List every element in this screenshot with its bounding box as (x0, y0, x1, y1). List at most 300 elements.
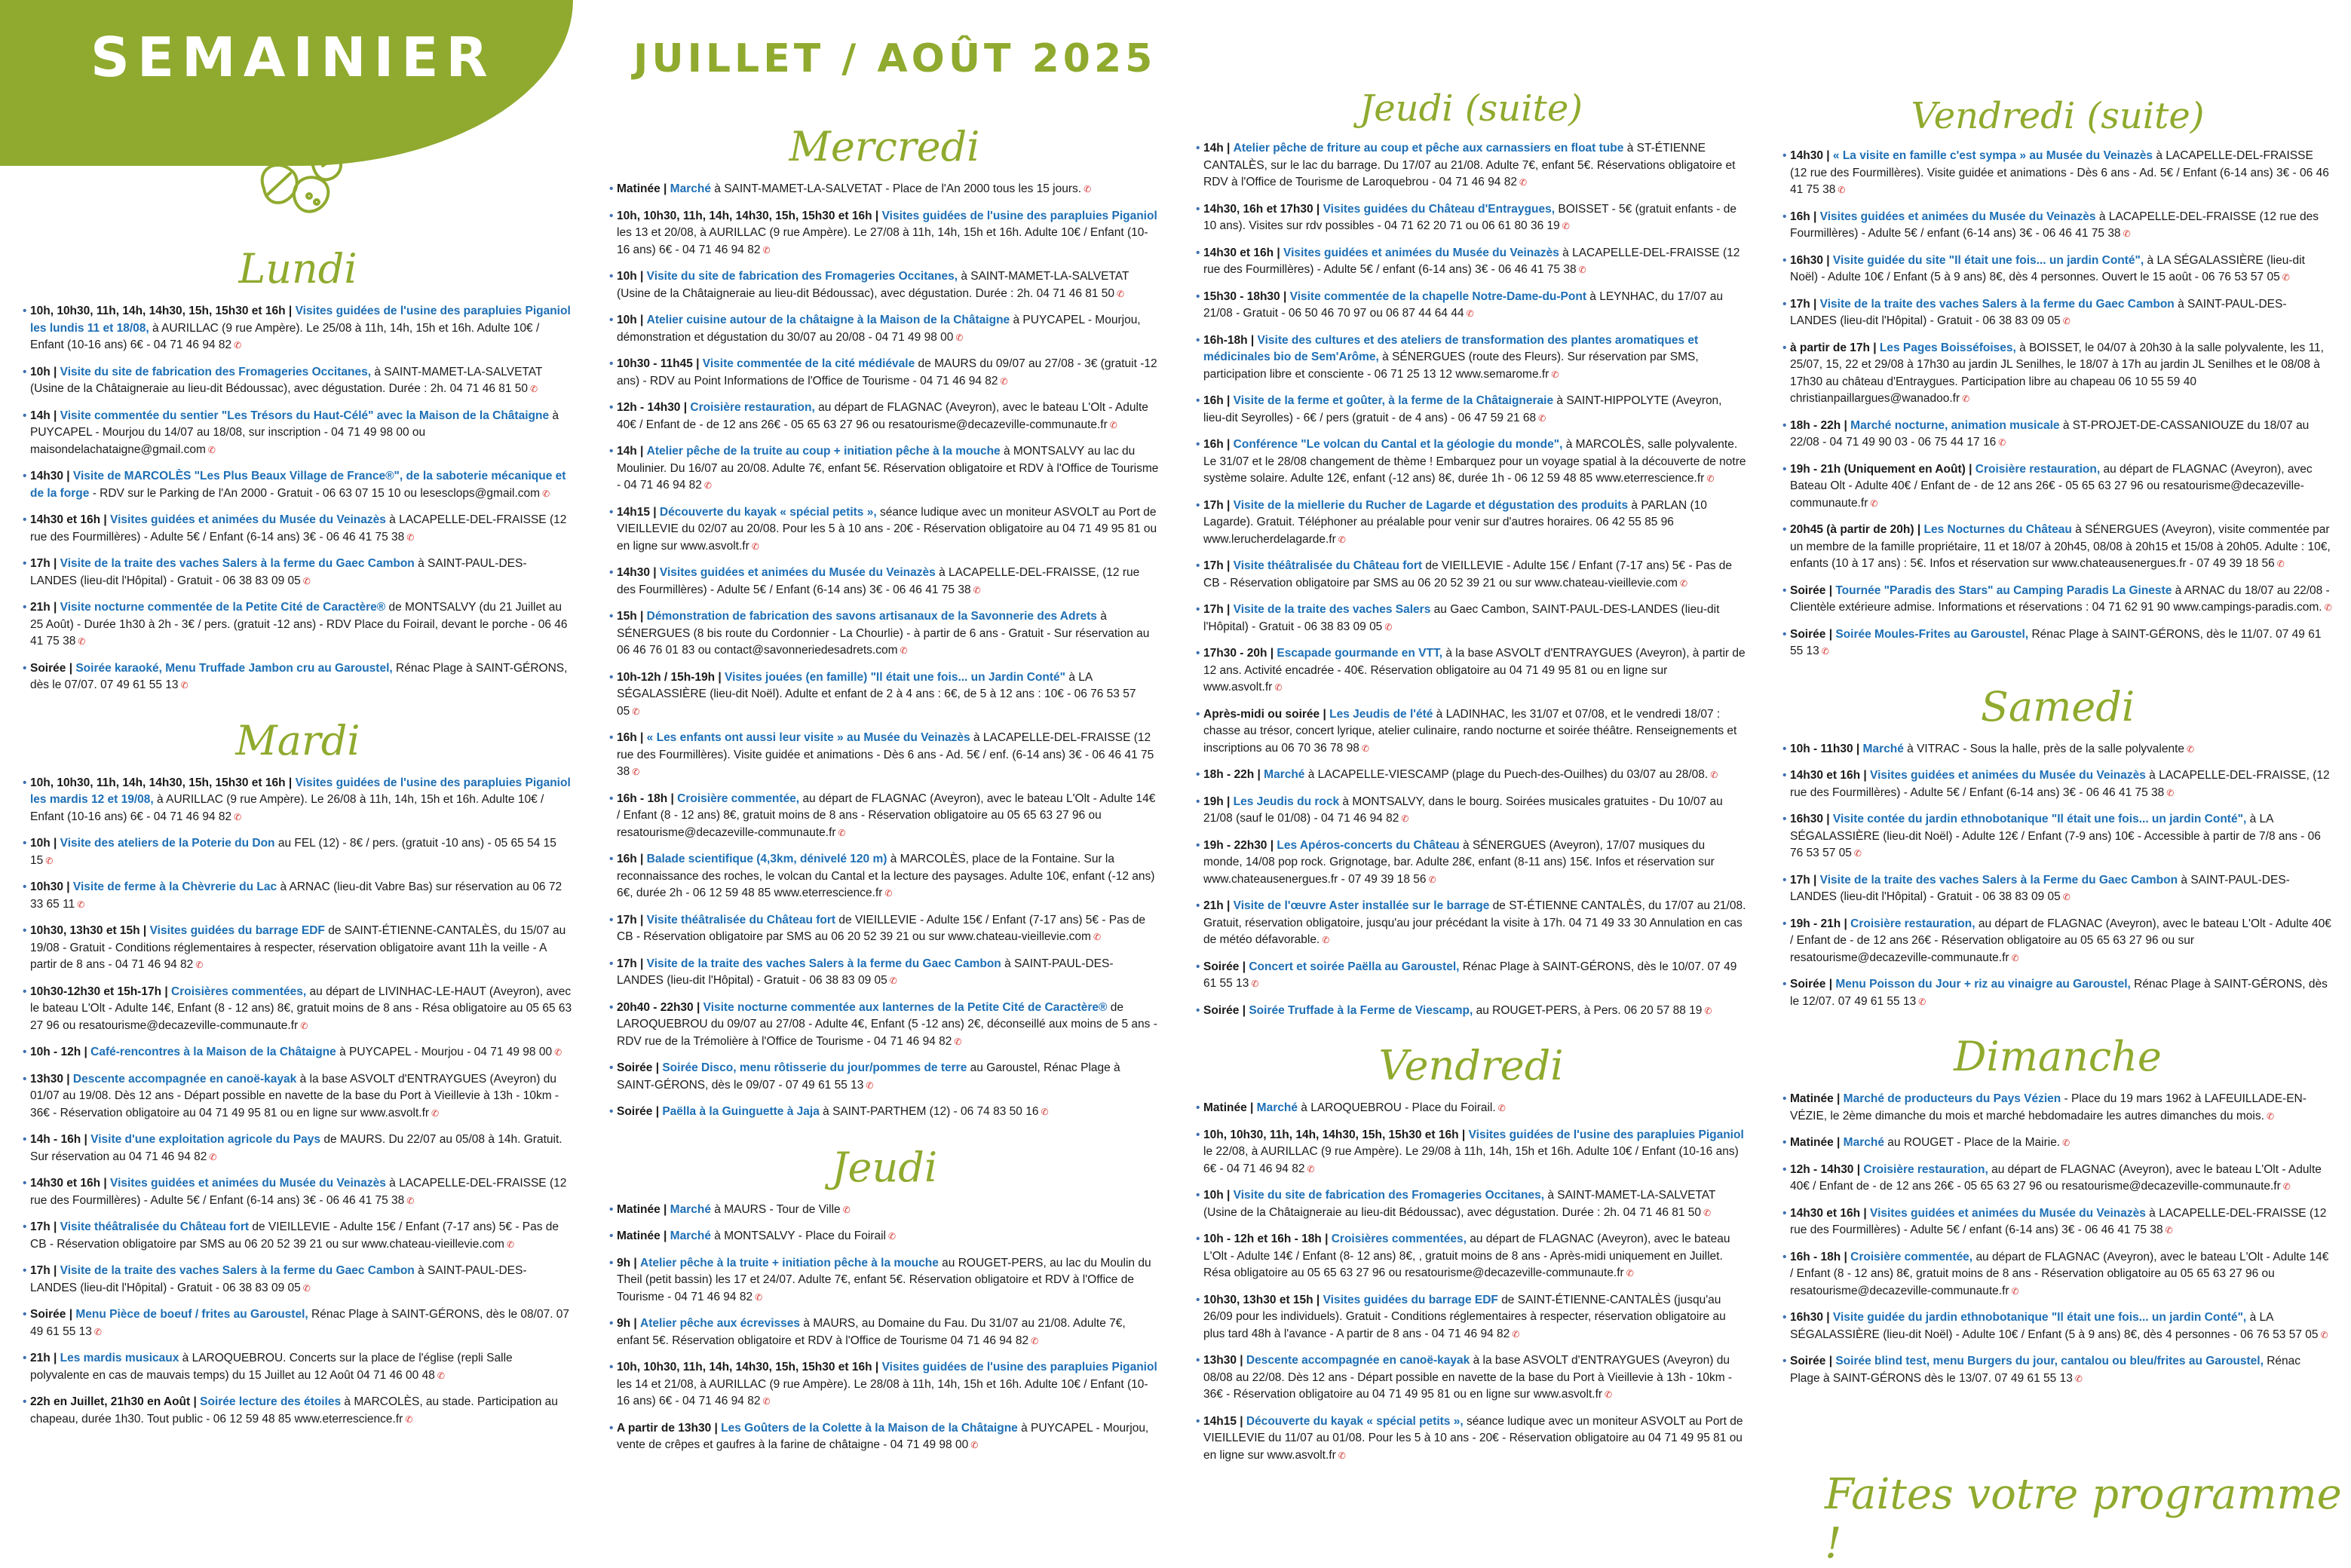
event-time: 16h - 18h | (617, 792, 674, 805)
event-title[interactable]: Visites guidées et animées du Musée du Veinazès (110, 513, 386, 526)
bullet-icon: • (23, 1352, 27, 1364)
event-details: à SAINT-MAMET-LA-SALVETAT (Usine de la Châtaigneraie au lieu-dit Bédoussac), avec dégustation. Durée : 2h. 04 71 46 81 50 (1203, 1189, 1716, 1219)
event-item (609, 400, 1160, 433)
phone-icon: ✆ (406, 531, 415, 543)
event-details: à PUYCAPEL - Mourjou, vente de crêpes et gaufres à la farine de châtaigne - 04 71 49 98 00 (617, 1421, 1149, 1451)
event-title[interactable]: Visite du site de fabrication des Fromageries Occitanes, (60, 365, 372, 378)
event-title[interactable]: Visites guidées de l'usine des parapluies Piganiol les lundis 11 et 18/08, (30, 305, 571, 335)
event-details: au ROUGET-PERS, à Pers. 06 20 57 88 19 (1476, 1003, 1703, 1017)
phone-icon: ✆ (300, 1020, 308, 1031)
event-title[interactable]: Visite d'une exploitation agricole du Pays (90, 1133, 321, 1146)
event-item (23, 468, 573, 502)
event-item (1782, 1205, 2333, 1239)
bullet-icon: • (23, 601, 27, 614)
event-details: de SAINT-ÉTIENNE-CANTALÈS (jusqu'au 26/09 pour les individuels). Gratuit - Conditions réglementaires à respecter, réservation obligatoire au plus tard 48h à l'avance - A partir de 8 ans - 04 71 46 94 82 (1203, 1293, 1726, 1340)
event-time: 20h40 - 22h30 | (617, 1000, 700, 1014)
event-details: de SAINT-ÉTIENNE-CANTALÈS, du 15/07 au 19/08 - Gratuit - Conditions réglementaires à respecter, réservation obligatoire avant 11h la veille - A partir de 8 ans - 04 71 46 94 82 (30, 924, 566, 971)
event-title[interactable]: Atelier pêche à la truite + initiation pêche à la mouche (640, 1256, 939, 1269)
event-details: à LA SÉGALASSIÈRE (lieu-dit Noël). Adulte et enfant de 2 à 4 ans : 6€, de 5 à 12 ans : 10€ - 06 76 53 57 05 (617, 670, 1136, 718)
event-item (1782, 209, 2333, 243)
event-title[interactable]: Visites guidées et animées du Musée du Veinazès (1870, 769, 2146, 782)
event-item (1196, 767, 1746, 784)
bullet-icon: • (1196, 559, 1200, 572)
event-time: 15h30 - 18h30 | (1203, 289, 1287, 303)
event-details: à LACAPELLE-VIESCAMP (plage du Puech-des-Ouilhes) du 03/07 au 28/08. (1307, 768, 1709, 781)
event-title[interactable]: Soirée Moules-Frites au Garoustel, (1835, 627, 2029, 641)
event-item (1196, 1003, 1746, 1020)
bullet-icon: • (1782, 341, 1787, 354)
event-title[interactable]: Descente accompagnée en canoë-kayak (72, 1072, 297, 1086)
day-heading: Jeudi (suite) (1359, 87, 1583, 130)
bullet-icon: • (1196, 1003, 1200, 1017)
bullet-icon: • (1196, 1233, 1200, 1245)
event-title[interactable]: Visites jouées (en famille) "Il était une fois... un Jardin Conté" (725, 670, 1065, 684)
event-title[interactable]: Visites guidées du barrage EDF (149, 924, 325, 937)
event-item (23, 408, 573, 459)
event-time: 14h15 | (1203, 1414, 1243, 1428)
event-time: 10h30, 13h30 et 15h | (30, 924, 147, 937)
event-item (1196, 1231, 1746, 1282)
event-item (1782, 340, 2333, 408)
phone-icon: ✆ (762, 244, 771, 256)
event-item (609, 268, 1160, 302)
event-time: Soirée | (1790, 978, 1833, 991)
event-item (23, 1219, 573, 1253)
bullet-icon: • (609, 270, 614, 283)
event-title[interactable]: Visite de ferme à la Chèvrerie du Lac (72, 880, 277, 893)
event-title[interactable]: Menu Poisson du Jour + riz au vinaigre au Garoustel, (1835, 978, 2131, 991)
event-time: 14h30 | (30, 470, 70, 482)
phone-icon: ✆ (755, 1291, 763, 1303)
event-title[interactable]: Visite du site de fabrication des Fromageries Occitanes, (646, 270, 958, 283)
event-title[interactable]: Croisières commentées, (1331, 1233, 1467, 1245)
phone-icon: ✆ (2324, 602, 2332, 613)
event-time: Soirée | (1790, 1355, 1833, 1367)
phone-icon: ✆ (1838, 185, 1846, 195)
event-title[interactable]: Atelier cuisine autour de la châtaigne à la Maison de la Châtaigne (646, 314, 1010, 326)
event-item (23, 1350, 573, 1384)
phone-icon: ✆ (954, 1036, 962, 1047)
event-title[interactable]: Visite nocturne commentée aux lanternes de la Petite Cité de Caractère® (703, 1000, 1108, 1014)
phone-icon: ✆ (1519, 177, 1528, 188)
event-item (1782, 741, 2333, 758)
event-item (609, 356, 1160, 390)
event-time: 10h, 10h30, 11h, 14h, 14h30, 15h, 15h30 et 16h | (617, 1361, 879, 1374)
event-title[interactable]: Soirée lecture des étoiles (200, 1395, 342, 1408)
event-item (23, 1044, 573, 1061)
event-title[interactable]: Soirée Truffade à la Ferme de Viescamp, (1249, 1003, 1473, 1017)
event-time: 13h30 | (30, 1072, 70, 1086)
event-title[interactable]: Croisière restauration, (1975, 462, 2101, 476)
event-item (609, 1104, 1160, 1121)
event-title[interactable]: Marché (1843, 1136, 1884, 1149)
phone-icon: ✆ (1084, 184, 1092, 194)
event-item (609, 208, 1160, 259)
event-title[interactable]: Croisière restauration, (1863, 1162, 1988, 1176)
phone-icon: ✆ (1041, 1107, 1049, 1117)
event-details: au départ de FLAGNAC (Aveyron), avec le bateau L'Olt - Adulte 14€ / Enfant (8- 12 ans) 8€, , gratuit moins de 8 ans - Après-midi uniquement en Juillet. Résa obligatoire au 05 65 63 27 96 ou resatourisme@decazeville-communaute.fr (1203, 1233, 1730, 1279)
event-time: Matinée | (617, 1202, 667, 1216)
bullet-icon: • (23, 1220, 27, 1233)
event-title[interactable]: Menu Pièce de boeuf / frites au Garoustel, (75, 1308, 308, 1321)
phone-icon: ✆ (866, 1080, 874, 1091)
event-details: à MARCOLÈS, au stade. Participation au chapeau, durée 1h30. Tout public - 06 12 59 48 85 www.eterrescience.fr (30, 1395, 558, 1426)
event-item (23, 364, 573, 398)
event-title[interactable]: Les Jeudis de l'été (1329, 707, 1433, 721)
event-title[interactable]: Les Goûters de la Colette à la Maison de la Châtaigne (721, 1421, 1018, 1435)
phone-icon: ✆ (1401, 813, 1409, 824)
column-4 (1782, 95, 2333, 1397)
event-details: les 14 et 21/08, à AURILLAC (9 rue Ampère). Le 28/08 à 11h, 14h, 15h et 16h. Adulte 10€ / Enfant (10-16 ans) 6€ - 04 71 46 94 82 (617, 1377, 1148, 1407)
event-title[interactable]: Croisière restauration, (690, 401, 815, 414)
event-title[interactable]: Démonstration de fabrication des savons artisanaux de la Savonnerie des Adrets (646, 610, 1097, 623)
event-title[interactable]: Les Nocturnes du Château (1923, 523, 2072, 536)
phone-icon: ✆ (1307, 1163, 1315, 1174)
event-title[interactable]: Visite guidée du jardin ethnobotanique "Il était une fois... un jardin Conté", (1832, 1311, 2247, 1324)
event-time: 17h | (617, 957, 644, 970)
event-item (23, 984, 573, 1035)
event-item (1196, 602, 1746, 635)
bullet-icon: • (609, 445, 614, 458)
phone-icon: ✆ (2062, 316, 2071, 326)
event-details: au départ de FLAGNAC (Aveyron), avec le bateau L'Olt - Adulte 40€ / Enfant de - de 12 ans 26€ - 05 65 63 27 96 ou resatourisme@decazeville-communaute.fr (617, 401, 1148, 431)
event-title[interactable]: Paëlla à la Guinguette à Jaja (662, 1105, 820, 1118)
phone-icon: ✆ (406, 1195, 415, 1206)
event-title[interactable]: Visite de l'œuvre Aster installée sur le barrage (1233, 899, 1490, 912)
event-title[interactable]: Tournée "Paradis des Stars" au Camping Paradis La Gineste (1835, 583, 2172, 597)
event-title[interactable]: Balade scientifique (4,3km, dénivelé 120 m) (646, 853, 887, 865)
event-time: 14h30 et 16h | (1203, 246, 1280, 259)
event-time: 10h - 11h30 | (1790, 742, 1860, 755)
event-item (609, 1228, 1160, 1245)
event-time: 14h30, 16h et 17h30 | (1203, 202, 1320, 216)
event-time: Soirée | (617, 1105, 660, 1118)
event-details: au départ de FLAGNAC (Aveyron), avec Bateau Olt - Adulte 40€ / Enfant de - de 12 ans 26€ - 05 65 63 27 96 ou resatourisme@decazeville-communaute.fr (1790, 462, 2313, 510)
event-title[interactable]: Visite de la traite des vaches Salers à la ferme du Gaec Cambon (646, 957, 1001, 970)
event-time: 17h | (1790, 873, 1817, 887)
event-title[interactable]: Concert et soirée Paëlla au Garoustel, (1249, 960, 1460, 973)
phone-icon: ✆ (1338, 534, 1346, 545)
event-title[interactable]: Marché (1862, 742, 1904, 755)
event-title[interactable]: Atelier pêche de la truite au coup + initiation pêche à la mouche (646, 445, 1001, 458)
event-title[interactable]: Marché (1256, 1101, 1298, 1114)
event-title[interactable]: Les Pages Boisséfoises, (1879, 341, 2016, 354)
event-title[interactable]: Visite de la traite des vaches Salers à la ferme du Gaec Cambon (60, 557, 415, 570)
event-details: à MARCOLÈS, place de la Fontaine. Sur la reconnaissance des roches, le volcan du Cantal et la lecture des paysages. Adulte 10€, enfant (-12 ans) 6€, durée 2h - 06 12 59 48 85 www.eterrescience.fr (617, 853, 1155, 899)
event-title[interactable]: Visite des ateliers de la Poterie du Don (60, 837, 275, 850)
event-title[interactable]: Atelier pêche aux écrevisses (640, 1317, 801, 1330)
event-time: 14h | (617, 445, 644, 458)
event-title[interactable]: Conférence "Le volcan du Cantal et la géologie du monde", (1233, 438, 1563, 451)
event-details: à la base ASVOLT d'ENTRAYGUES (Aveyron) du 01/07 au 19/08. Dès 12 ans - Départ possible en navette de la base du Port à Vieillevie à 13h - 10km - 36€ - Réservation obligatoire au 04 71 49 95 81 ou en ligne sur www.asvolt.fr (30, 1072, 559, 1119)
event-title[interactable]: Visite de MARCOLÈS "Les Plus Beaux Village de France®", de la saboterie mécanique et de la forge (30, 470, 566, 500)
event-title[interactable]: Visites guidées et animées du Musée du Veinazès (1819, 210, 2096, 223)
event-details: au départ de FLAGNAC (Aveyron), avec le bateau L'Olt - Adulte 40€ / Enfant de - de 12 ans 26€ - 05 65 63 27 96 ou resatourisme@decazeville-communaute.fr (1790, 1162, 2322, 1193)
event-title[interactable]: Visite du site de fabrication des Fromageries Occitanes, (1233, 1189, 1545, 1202)
event-item (1782, 148, 2333, 199)
event-time: 10h - 12h et 16h - 18h | (1203, 1233, 1329, 1245)
event-title[interactable]: Visites guidées de l'usine des parapluies Piganiol (881, 209, 1157, 222)
event-item (609, 312, 1160, 346)
event-time: 14h | (30, 409, 57, 422)
bullet-icon: • (23, 365, 27, 378)
event-item (1782, 583, 2333, 617)
bullet-icon: • (1196, 202, 1200, 216)
bullet-icon: • (1782, 583, 1787, 597)
phone-icon: ✆ (973, 584, 981, 596)
event-details: à ST-PROJET-DE-CASSANIOUZE du 18/07 au 22/08 - 04 71 49 90 03 - 06 75 44 17 16 (1790, 418, 2310, 449)
day-heading: Lundi (238, 245, 357, 292)
event-title[interactable]: Descente accompagnée en canoë-kayak (1246, 1354, 1470, 1367)
event-item (609, 1359, 1160, 1410)
event-details: à SAINT-PARTHEM (12) - 06 74 83 50 16 (823, 1105, 1039, 1118)
event-details: Rénac Plage à SAINT-GÉRONS, dès le 10/07. 07 49 61 55 13 (1203, 960, 1737, 990)
event-title[interactable]: Visite théâtralisée du Château fort (1233, 559, 1423, 572)
event-title[interactable]: Visite de la traite des vaches Salers à la ferme du Gaec Cambon (60, 1264, 415, 1277)
bullet-icon: • (23, 776, 27, 789)
bullet-icon: • (1196, 768, 1200, 781)
event-title[interactable]: Visite commentée de la chapelle Notre-Dame-du-Pont (1289, 289, 1586, 303)
phone-icon: ✆ (1853, 848, 1862, 859)
event-item (1196, 1352, 1746, 1404)
event-title[interactable]: Marché (670, 182, 711, 195)
event-item (1196, 393, 1746, 427)
event-item (23, 303, 573, 354)
bullet-icon: • (1196, 1354, 1200, 1367)
event-item (1782, 916, 2333, 967)
event-details: - Place du 19 mars 1962 à LAFEUILLADE-EN-VÉZIE, le 2ème dimanche du mois et marché hebdomadaire les autres dimanches du mois. (1790, 1092, 2307, 1122)
event-title[interactable]: Visite de la traite des vaches Salers à la ferme du Gaec Cambon (1819, 297, 2175, 311)
bullet-icon: • (23, 513, 27, 526)
phone-icon: ✆ (1703, 1207, 1712, 1218)
event-title[interactable]: Visites guidées de l'usine des parapluies Piganiol (881, 1361, 1157, 1374)
bullet-icon: • (609, 957, 614, 970)
bullet-icon: • (1782, 1162, 1787, 1176)
bullet-icon: • (23, 985, 27, 998)
column-3 (1196, 87, 1746, 1474)
bullet-icon: • (609, 1361, 614, 1374)
phone-icon: ✆ (1562, 221, 1570, 231)
event-details: à LACAPELLE-DEL-FRAISSE, (12 rue des Fourmillères) - Adulte 5€ / Enfant (6-14 ans) 3€ - 06 46 41 75 38 (617, 566, 1140, 596)
event-title[interactable]: Visites guidées de l'usine des parapluies Piganiol (1468, 1128, 1744, 1141)
event-title[interactable]: Visites guidées du barrage EDF (1323, 1293, 1498, 1306)
event-title[interactable]: Visite théâtralisée du Château fort (60, 1220, 250, 1233)
event-title[interactable]: Visite nocturne commentée de la Petite Cité de Caractère® (60, 601, 386, 614)
event-details: à LA SÉGALASSIÈRE (lieu-dit Noël) - Adulte 10€ / Enfant (5 à 9 ans) 8€, dès 4 personnes. Ouvert le 15 août - 06 76 53 57 05 (1790, 253, 2305, 283)
event-title[interactable]: Visite contée du jardin ethnobotanique "Il était une fois... un jardin Conté", (1832, 813, 2247, 825)
event-title[interactable]: Visite des cultures et des ateliers de transformation des plantes aromatiques et médicinales bio de Sem'Arôme, (1203, 333, 1699, 363)
event-title[interactable]: Visites guidées et animées du Musée du Veinazès (1283, 246, 1559, 259)
event-details: à SAINT-MAMET-LA-SALVETAT - Place de l'An 2000 tous les 15 jours. (714, 182, 1082, 195)
event-time: Soirée | (30, 1308, 73, 1321)
bullet-icon: • (23, 409, 27, 422)
event-title[interactable]: Visites guidées et animées du Musée du Veinazès (1870, 1206, 2146, 1220)
event-title[interactable]: Café-rencontres à la Maison de la Châtaigne (90, 1046, 336, 1058)
event-time: Soirée | (1203, 960, 1246, 973)
title-banner (0, 0, 573, 166)
bullet-icon: • (609, 1000, 614, 1014)
event-time: 10h30 | (30, 880, 70, 893)
event-details: à ARNAC du 18/07 au 22/08 - Clientèle extérieure admise. Informations et réservations : 04 71 62 91 90 www.campings-paradis.com. (1790, 583, 2330, 614)
event-time: 10h | (617, 270, 644, 283)
phone-icon: ✆ (970, 1440, 979, 1450)
bullet-icon: • (1782, 1092, 1787, 1105)
event-time: 17h | (1790, 297, 1817, 311)
event-item (1782, 1353, 2333, 1387)
bullet-icon: • (1782, 813, 1787, 825)
phone-icon: ✆ (180, 680, 189, 691)
event-details: à LEYNHAC, du 17/07 au 21/08 - Gratuit - 06 50 46 70 97 ou 06 87 44 64 44 (1203, 289, 1723, 320)
phone-icon: ✆ (1626, 1268, 1634, 1279)
column-2 (609, 123, 1160, 1464)
event-item (609, 1255, 1160, 1306)
event-title[interactable]: Visite de la traite des vaches Salers (1233, 603, 1431, 616)
event-title[interactable]: Visite de la ferme et goûter, à la ferme de la Châtaigneraie (1233, 394, 1554, 407)
phone-icon: ✆ (2011, 952, 2019, 963)
day-heading: Jeudi (831, 1143, 938, 1191)
event-item (1782, 253, 2333, 286)
event-details: à LACAPELLE-DEL-FRAISSE (12 rue des Fourmillères). Visite guidée et animations - Dès 6 ans - Ad. 5€ / enf. (6-14 ans) 3€ - 06 46 41 75 38 (617, 731, 1154, 778)
phone-icon: ✆ (1031, 1335, 1039, 1346)
event-details: à LACAPELLE-DEL-FRAISSE, (12 rue des Fourmillères) - Adulte 5€ / Enfant (6-14 ans) 3€ - 06 46 41 75 38 (1790, 769, 2330, 799)
event-time: 14h15 | (617, 505, 657, 519)
bullet-icon: • (23, 1133, 27, 1146)
event-title[interactable]: Croisière commentée, (1850, 1250, 1973, 1263)
event-details: de MONTSALVY (du 21 Juillet au 25 Août) - Durée 1h30 à 2h - 3€ / pers. (gratuit -12 ans) - RDV Place du Foirail, devant le porche - 06 46 41 75 38 (30, 601, 568, 648)
event-details: au départ de FLAGNAC (Aveyron), avec le bateau L'Olt - Adulte 40€ / Enfant de - de 12 ans 26€ - Réservation obligatoire au 05 65 63 27 96 ou sur resatourisme@decazeville-communaute.fr (1790, 917, 2331, 964)
event-title[interactable]: Visite guidée du site "Il était une fois... un jardin Conté", (1832, 253, 2144, 267)
event-details: au ROUGET - Place de la Mairie. (1887, 1136, 2061, 1149)
event-time: 14h30 et 16h | (1790, 1206, 1867, 1220)
event-time: 9h | (617, 1256, 637, 1269)
event-time: Matinée | (617, 1230, 667, 1242)
bullet-icon: • (1782, 1136, 1787, 1149)
event-title[interactable]: Visite de la miellerie du Rucher de Lagarde et dégustation des produits (1233, 498, 1629, 512)
event-time: Matinée | (617, 182, 667, 195)
event-time: 14h | (1203, 142, 1231, 155)
event-item (609, 912, 1160, 946)
event-time: 15h | (617, 610, 644, 623)
event-details: de ST-ÉTIENNE CANTALÈS, du 17/07 au 21/08. Gratuit, réservation obligatoire, jusqu'au jour précédant la visite à 17h. 04 71 49 33 30 Annulation en cas de météo défavorable. (1203, 899, 1746, 946)
bullet-icon: • (609, 182, 614, 195)
event-title[interactable]: Croisière restauration, (1850, 917, 1976, 930)
event-title[interactable]: Visites guidées de l'usine des parapluies Piganiol les mardis 12 et 19/08, (30, 776, 571, 806)
event-details: à SAINT-PAUL-DES-LANDES (lieu-dit l'Hôpital) - Gratuit - 06 38 83 09 05 (30, 557, 527, 587)
event-title[interactable]: Soirée Disco, menu rôtisserie du jour/pommes de terre (662, 1061, 967, 1074)
bullet-icon: • (1782, 462, 1787, 476)
phone-icon: ✆ (2074, 1373, 2083, 1384)
event-title[interactable]: Découverte du kayak « spécial petits », (659, 505, 877, 519)
event-details: de MAURS. Du 22/07 au 05/08 à 14h. Gratuit. Sur réservation au 04 71 46 94 82 (30, 1133, 562, 1163)
phone-icon: ✆ (2266, 1110, 2274, 1122)
bullet-icon: • (23, 305, 27, 317)
event-time: 10h30, 13h30 et 15h | (1203, 1293, 1320, 1306)
event-details: à PUYCAPEL - Mourjou, démonstration et dégustation du 30/07 au 20/08 - 04 71 49 98 00 (617, 314, 1141, 344)
event-time: Matinée | (1790, 1136, 1841, 1149)
bullet-icon: • (1782, 917, 1787, 930)
event-time: 20h45 (à partir de 20h) | (1790, 523, 1921, 536)
event-title[interactable]: Marché (670, 1230, 711, 1242)
event-title[interactable]: Visites guidées du Château d'Entraygues, (1323, 202, 1556, 216)
event-item (1782, 767, 2333, 801)
bullet-icon: • (23, 924, 27, 937)
bullet-icon: • (1196, 647, 1200, 660)
event-details: de MAURS du 09/07 au 27/08 - 3€ (gratuit -12 ans) - RDV au Point Informations de l'Office de Tourisme - 04 71 46 94 82 (617, 357, 1157, 387)
event-time: 19h - 21h | (1790, 917, 1847, 930)
event-time: 14h30 | (1790, 149, 1830, 162)
event-details: à SAINT-MAMET-LA-SALVETAT (Usine de la Châtaigneraie au lieu-dit Bédoussac), avec dégustation. Durée : 2h. 04 71 46 81 50 (30, 365, 543, 395)
event-title[interactable]: Visite de la traite des vaches Salers à la Ferme du Gaec Cambon (1819, 873, 2178, 887)
event-title[interactable]: Marché nocturne, animation musicale (1850, 418, 2060, 432)
event-title[interactable]: Soirée karaoké, Menu Truffade Jambon cru au Garoustel, (75, 661, 393, 675)
event-title[interactable]: Les Jeudis du rock (1233, 795, 1340, 808)
event-title[interactable]: Visite commentée du sentier "Les Trésors du Haut-Célé" avec la Maison de la Châtaigne (60, 409, 550, 422)
event-title[interactable]: Croisière commentée, (677, 792, 800, 805)
event-details: à MONTSALVY - Place du Foirail (714, 1230, 886, 1242)
event-title[interactable]: Visite théâtralisée du Château fort (646, 913, 836, 926)
phone-icon: ✆ (93, 1326, 102, 1337)
event-title[interactable]: Atelier pêche de friture au coup et pêche aux carnassiers en float tube (1233, 142, 1624, 155)
event-title[interactable]: « La visite en famille c'est sympa » au Musée du Veinazès (1832, 149, 2153, 162)
phone-icon: ✆ (1109, 419, 1117, 430)
phone-icon: ✆ (1706, 473, 1715, 484)
event-title[interactable]: Croisières commentées, (171, 985, 307, 998)
phone-icon: ✆ (209, 1151, 217, 1162)
event-title[interactable]: « Les enfants ont aussi leur visite » au Musée du Veinazès (646, 731, 970, 744)
event-title[interactable]: Découverte du kayak « spécial petits », (1246, 1414, 1464, 1428)
bullet-icon: • (1196, 795, 1200, 808)
bullet-icon: • (609, 1061, 614, 1074)
event-time: 10h, 10h30, 11h, 14h, 14h30, 15h, 15h30 et 16h | (30, 776, 293, 789)
event-title[interactable]: Marché de producteurs du Pays Vézien (1843, 1092, 2061, 1105)
phone-icon: ✆ (302, 1282, 311, 1294)
event-time: 17h | (617, 913, 644, 926)
event-item (23, 1175, 573, 1209)
event-item (1782, 1135, 2333, 1152)
event-details: à LA SÉGALASSIÈRE (lieu-dit Noël) - Adulte 12€ / Enfant (7-9 ans) 10€ - Accessible à partir de 7/8 ans - 06 76 53 57 05 (1790, 813, 2321, 859)
event-time: 22h en Juillet, 21h30 en Août | (30, 1395, 197, 1408)
event-title[interactable]: Les mardis musicaux (60, 1352, 179, 1364)
event-details: à SAINT-PAUL-DES-LANDES (lieu-dit l'Hôpital) - Gratuit - 06 38 83 09 05 (1790, 873, 2290, 903)
event-time: 16h30 | (1790, 253, 1830, 267)
phone-icon: ✆ (554, 1047, 562, 1058)
event-title[interactable]: Visite commentée de la cité médiévale (702, 357, 915, 370)
bullet-icon: • (1782, 769, 1787, 782)
bullet-icon: • (23, 837, 27, 850)
event-time: 14h30 et 16h | (30, 513, 107, 526)
event-title[interactable]: Visites guidées et animées du Musée du Veinazès (659, 566, 936, 579)
bullet-icon: • (1782, 1250, 1787, 1263)
phone-icon: ✆ (234, 340, 242, 351)
bullet-icon: • (1196, 289, 1200, 303)
event-title[interactable]: Les Apéros-concerts du Château (1277, 838, 1460, 852)
event-title[interactable]: Marché (670, 1202, 711, 1216)
event-item (1196, 1413, 1746, 1465)
bullet-icon: • (1196, 1101, 1200, 1114)
event-item (609, 608, 1160, 660)
event-title[interactable]: Soirée blind test, menu Burgers du jour, cantalou ou bleu/frites au Garoustel, (1835, 1355, 2264, 1367)
event-details: à SAINT-MAMET-LA-SALVETAT (Usine de la Châtaigneraie au lieu-dit Bédoussac), avec dégustation. Durée : 2h. 04 71 46 81 50 (617, 270, 1130, 300)
event-details: à VITRAC - Sous la halle, près de la salle polyvalente (1907, 742, 2185, 755)
event-time: 16h - 18h | (1790, 1250, 1847, 1263)
event-title[interactable]: Escapade gourmande en VTT, (1277, 647, 1443, 660)
event-title[interactable]: Visites guidées et animées du Musée du Veinazès (110, 1177, 386, 1190)
event-details: à SÉNERGUES (8 bis route du Cordonnier - La Chourlie) - à partir de 6 ans - Gratuit - Sur réservation au 06 46 76 01 83 ou contact@savonneriedesadrets.com (617, 610, 1150, 657)
event-title[interactable]: Marché (1264, 768, 1305, 781)
event-item (609, 1060, 1160, 1094)
event-time: 16h30 | (1790, 813, 1830, 825)
event-item (1782, 1309, 2333, 1343)
